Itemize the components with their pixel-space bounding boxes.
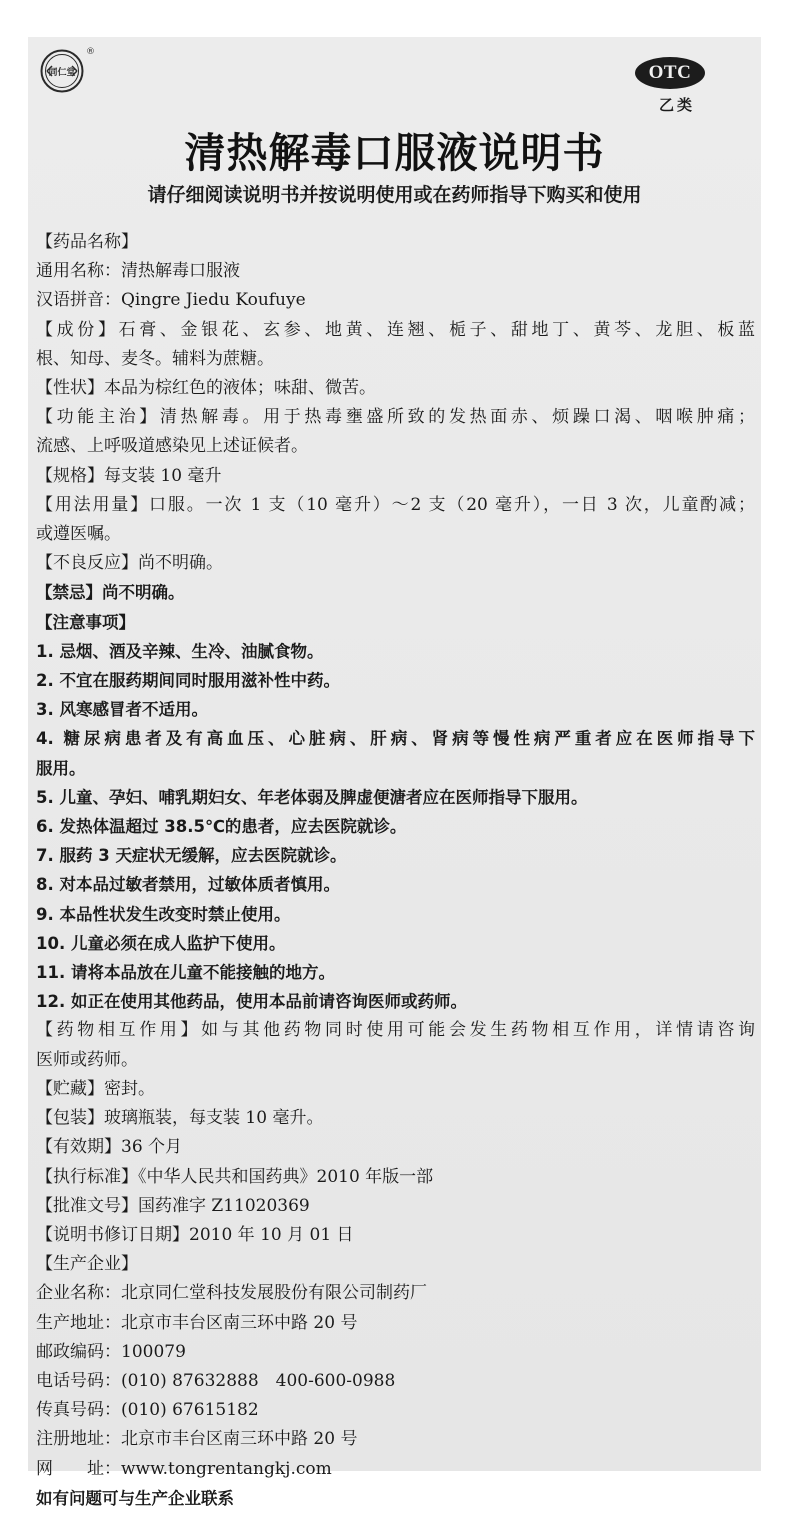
precaution-item: 5. 儿童、孕妇、哺乳期妇女、年老体弱及脾虚便溏者应在医师指导下服用。 bbox=[36, 787, 588, 807]
validity-period: 【有效期】36 个月 bbox=[36, 1137, 183, 1158]
package: 【包装】玻璃瓶装，每支装 10 毫升。 bbox=[36, 1108, 324, 1129]
phone-number: 电话号码：(010) 87632888 400-600-0988 bbox=[36, 1370, 396, 1391]
dosage-line-1: 【用法用量】口服。一次 1 支（10 毫升）～2 支（20 毫升），一日 3 次，儿童酌减； bbox=[36, 494, 755, 515]
section-heading-drug-name: 【药品名称】 bbox=[36, 232, 138, 252]
fax-number: 传真号码：(010) 67615182 bbox=[36, 1400, 259, 1421]
approval-number: 【批准文号】国药准字 Z11020369 bbox=[36, 1195, 310, 1216]
ingredients-line-2: 根、知母、麦冬。辅料为蔗糖。 bbox=[36, 348, 274, 369]
precaution-item: 3. 风寒感冒者不适用。 bbox=[36, 700, 208, 720]
company-name: 企业名称：北京同仁堂科技发展股份有限公司制药厂 bbox=[36, 1283, 427, 1304]
instruction-body bbox=[36, 228, 755, 1513]
precaution-item: 10. 儿童必须在成人监护下使用。 bbox=[36, 933, 286, 953]
revision-date: 【说明书修订日期】2010 年 10 月 01 日 bbox=[36, 1224, 354, 1245]
generic-name: 通用名称：清热解毒口服液 bbox=[36, 261, 240, 282]
website: 网 址：www.tongrentangkj.com bbox=[36, 1458, 332, 1479]
precaution-item: 2. 不宜在服药期间同时服用滋补性中药。 bbox=[36, 671, 340, 691]
document-title: 清热解毒口服液说明书 bbox=[184, 129, 605, 177]
registered-address: 注册地址：北京市丰台区南三环中路 20 号 bbox=[36, 1429, 358, 1450]
otc-class-label: 乙类 bbox=[658, 96, 695, 114]
precaution-item-continued: 服用。 bbox=[36, 758, 86, 778]
interactions-line-2: 医师或药师。 bbox=[36, 1049, 138, 1070]
contraindications: 【禁忌】尚不明确。 bbox=[36, 583, 185, 603]
precaution-item: 12. 如正在使用其他药品，使用本品前请咨询医师或药师。 bbox=[36, 992, 467, 1012]
document-subtitle: 请仔细阅读说明书并按说明使用或在药师指导下购买和使用 bbox=[147, 184, 642, 206]
specification: 【规格】每支装 10 毫升 bbox=[36, 465, 222, 486]
production-address: 生产地址：北京市丰台区南三环中路 20 号 bbox=[36, 1312, 358, 1333]
contact-note: 如有问题可与生产企业联系 bbox=[36, 1488, 234, 1508]
registered-mark: ® bbox=[86, 47, 95, 57]
tongrentang-logo bbox=[40, 49, 84, 93]
indications-line-1: 【功能主治】清热解毒。用于热毒壅盛所致的发热面赤、烦躁口渴、咽喉肿痛； bbox=[36, 407, 755, 428]
indications-line-2: 流感、上呼吸道感染见上述证候者。 bbox=[36, 436, 308, 457]
precaution-item: 8. 对本品过敏者禁用，过敏体质者慎用。 bbox=[36, 875, 340, 895]
postcode: 邮政编码：100079 bbox=[36, 1341, 186, 1362]
precaution-item: 9. 本品性状发生改变时禁止使用。 bbox=[36, 904, 291, 924]
pinyin-name: 汉语拼音：Qingre Jiedu Koufuye bbox=[36, 290, 306, 311]
instruction-sheet bbox=[28, 37, 761, 1508]
adverse-reactions: 【不良反应】尚不明确。 bbox=[36, 553, 223, 574]
section-heading-precautions: 【注意事项】 bbox=[36, 612, 135, 632]
execution-standard: 【执行标准】《中华人民共和国药典》2010 年版一部 bbox=[36, 1166, 434, 1187]
otc-badge: OTC bbox=[635, 57, 705, 89]
character-description: 【性状】本品为棕红色的液体；味甜、微苦。 bbox=[36, 378, 376, 399]
precaution-item: 6. 发热体温超过 38.5℃的患者，应去医院就诊。 bbox=[36, 817, 407, 837]
storage: 【贮藏】密封。 bbox=[36, 1078, 155, 1099]
section-heading-manufacturer: 【生产企业】 bbox=[36, 1254, 138, 1275]
precaution-item: 7. 服药 3 天症状无缓解，应去医院就诊。 bbox=[36, 846, 347, 866]
precaution-item: 11. 请将本品放在儿童不能接触的地方。 bbox=[36, 963, 335, 983]
precaution-item: 1. 忌烟、酒及辛辣、生冷、油腻食物。 bbox=[36, 641, 324, 661]
dosage-line-2: 或遵医嘱。 bbox=[36, 524, 121, 545]
ingredients-line-1: 【成份】石膏、金银花、玄参、地黄、连翘、栀子、甜地丁、黄芩、龙胆、板蓝 bbox=[36, 319, 755, 340]
precaution-item: 4. 糖尿病患者及有高血压、心脏病、肝病、肾病等慢性病严重者应在医师指导下 bbox=[36, 729, 755, 749]
interactions-line-1: 【药物相互作用】如与其他药物同时使用可能会发生药物相互作用，详情请咨询 bbox=[36, 1020, 755, 1041]
svg-text:同仁堂: 同仁堂 bbox=[48, 68, 76, 78]
